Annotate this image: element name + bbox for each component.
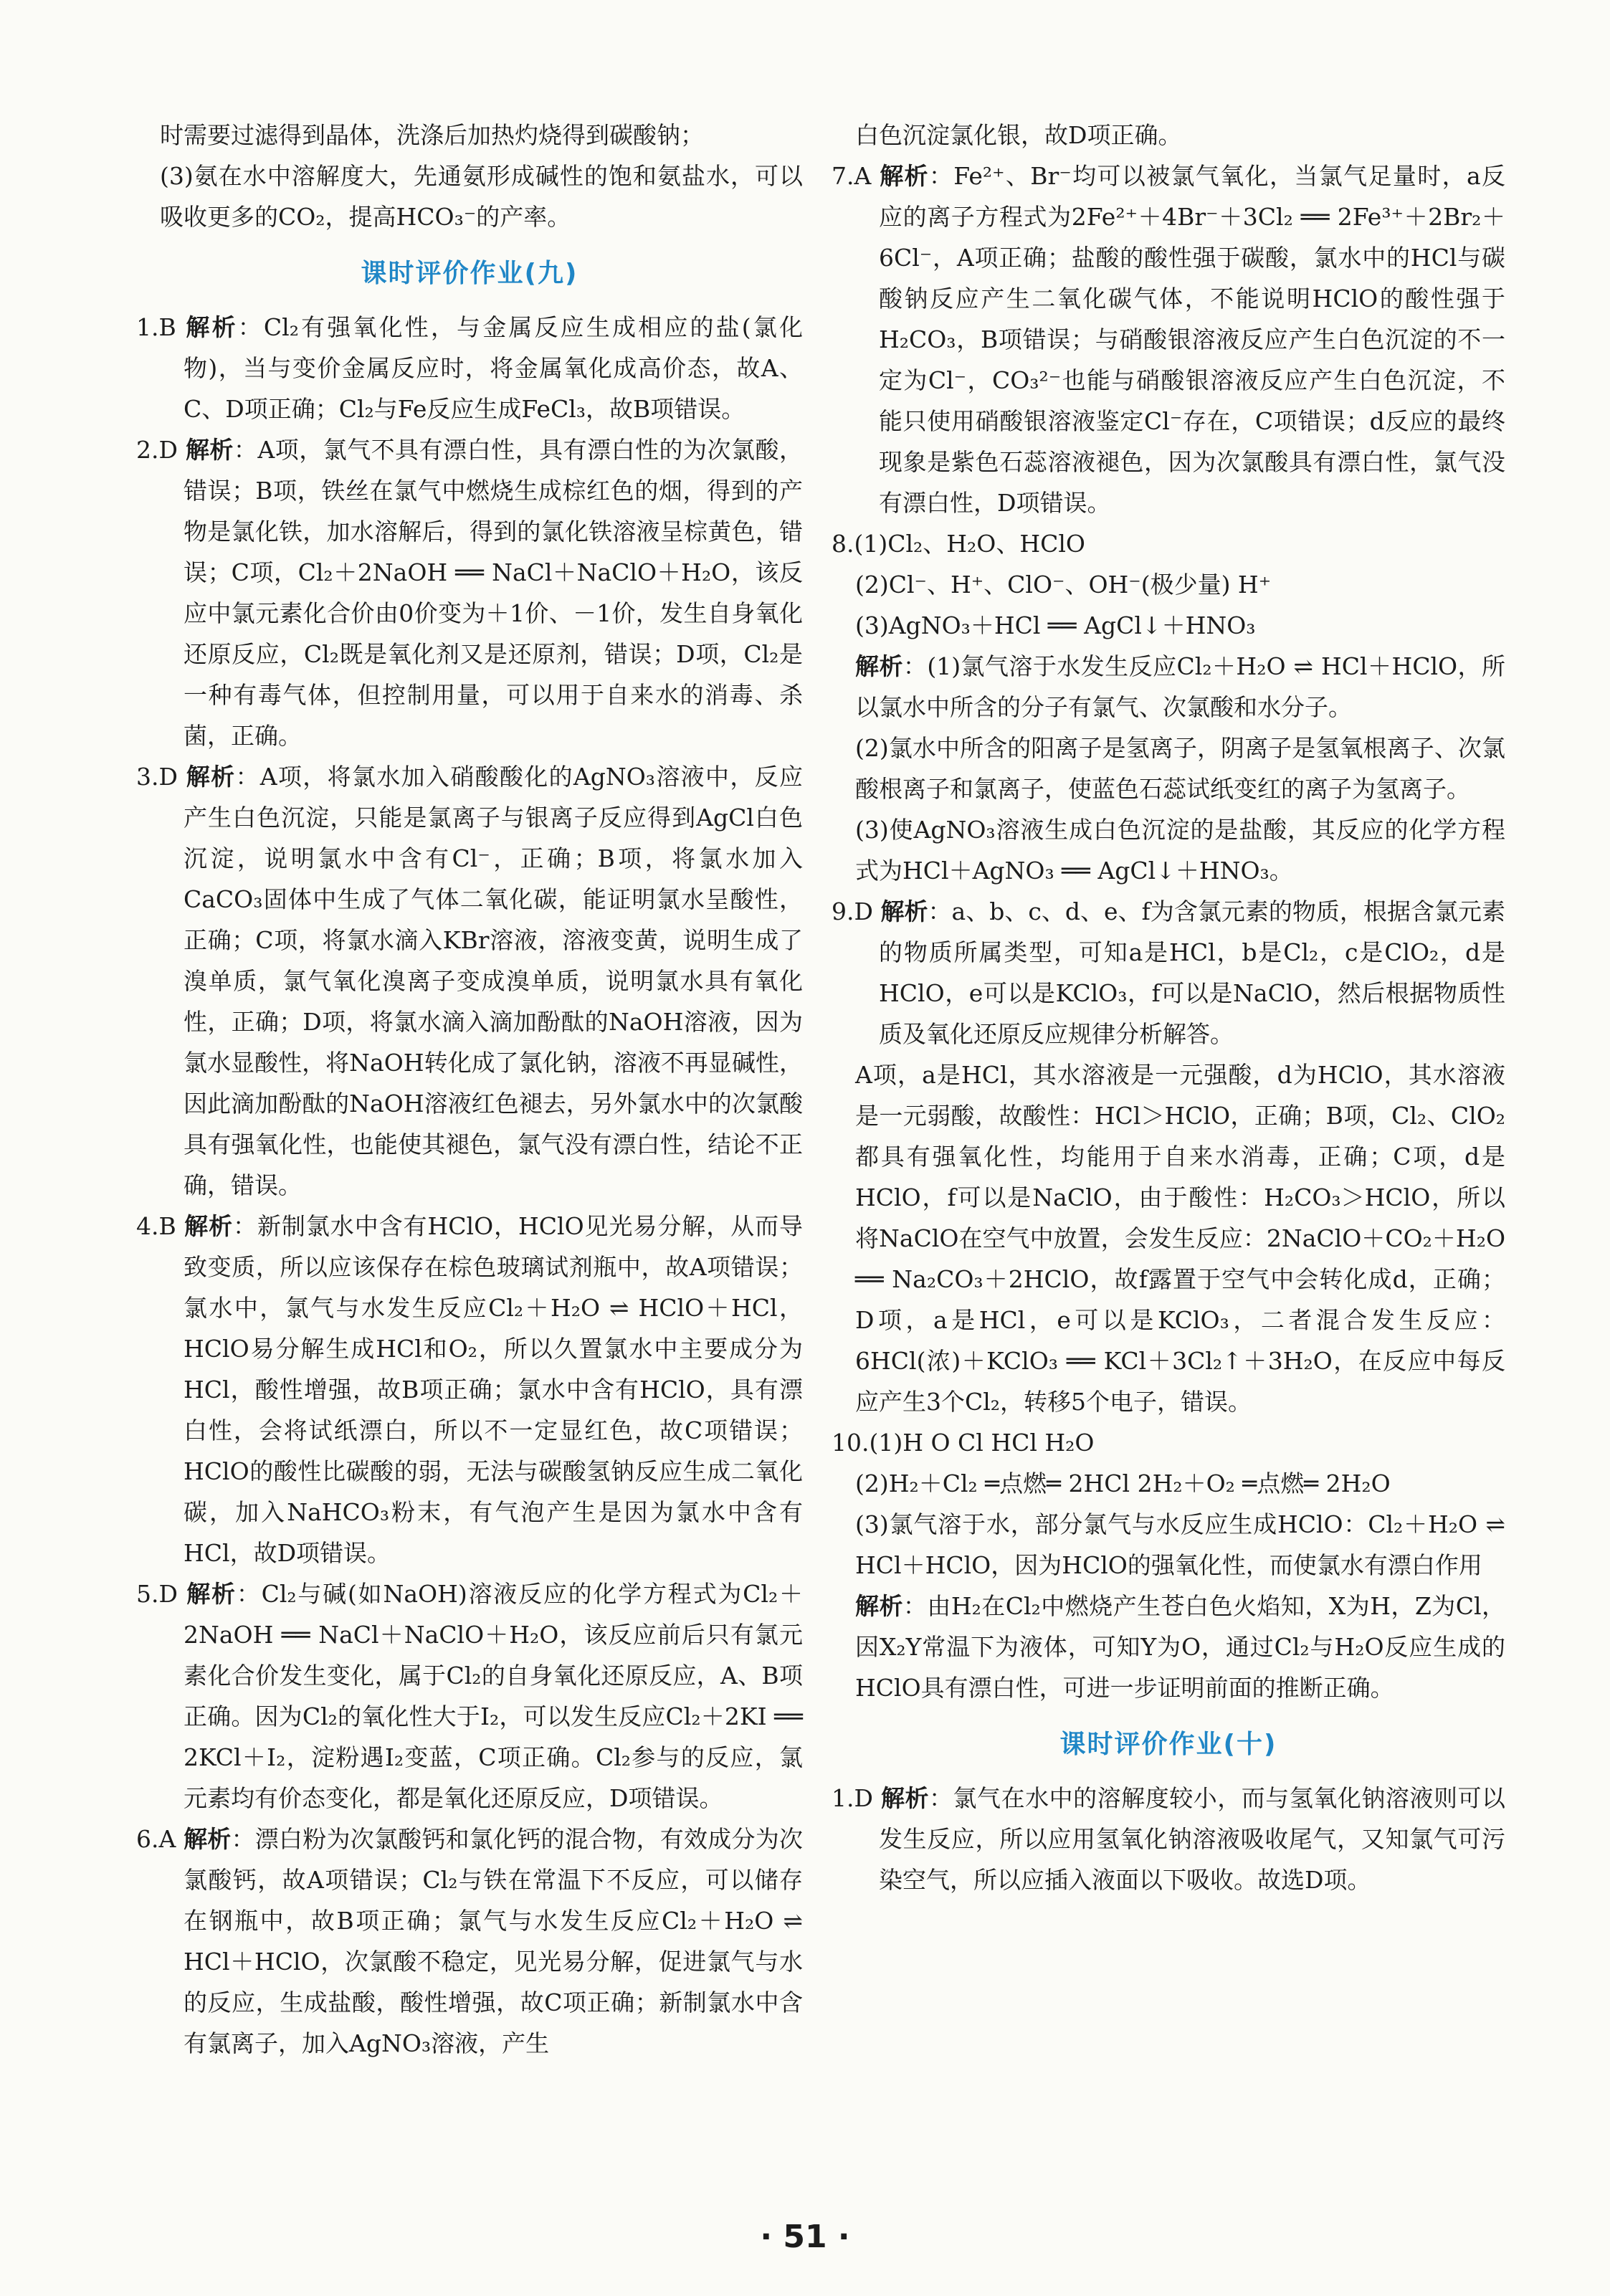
text-paragraph: (2)H₂＋Cl₂ ═点燃═ 2HCl 2H₂＋O₂ ═点燃═ 2H₂O	[855, 1469, 1391, 1497]
left-column	[136, 115, 803, 2064]
analysis-tag: 解析	[185, 436, 234, 464]
analysis-tag: 解析	[880, 1784, 930, 1812]
analysis-tag: 解析	[855, 1592, 903, 1620]
analysis-tag: 解析	[184, 1212, 234, 1240]
analysis-tag: 解析	[880, 897, 928, 925]
section-title: 课时评价作业(九)	[361, 259, 578, 288]
answer-text: ：Fe²⁺、Br⁻均可以被氯气氧化，当氯气足量时，a反应的离子方程式为2Fe²⁺＋4Br⁻＋3Cl₂ ══ 2Fe³⁺＋2Br₂＋6Cl⁻，A项正确；盐酸的酸性强于碳酸，氯水中的HCl与碳酸钠反应产生二氧化碳气体，不能说明HClO的酸性强于H₂CO₃，B项错误；与硝酸银溶液反应产生白色沉淀的不一定为Cl⁻，CO₃²⁻也能与硝酸银溶液反应产生白色沉淀，不能只使用硝酸银溶液鉴定Cl⁻存在，C项错误；d反应的最终现象是紫色石蕊溶液褪色，因为次氯酸具有漂白性，氯气没有漂白性，D项错误。	[879, 162, 1505, 517]
text-paragraph: A项，a是HCl，其水溶液是一元强酸，d为HClO，其水溶液是一元弱酸，故酸性：HCl＞HClO，正确；B项，Cl₂、ClO₂都具有强氧化性，均能用于自来水消毒，正确；C项，d是HClO，f可以是NaClO，由于酸性：H₂CO₃＞HClO，所以将NaClO在空气中放置，会发生反应：2NaClO＋CO₂＋H₂O ══ Na₂CO₃＋2HClO，故f露置于空气中会转化成d，正确；D项，a是HCl，e可以是KClO₃，二者混合发生反应：6HCl(浓)＋KClO₃ ══ KCl＋3Cl₂↑＋3H₂O，在反应中每反应产生3个Cl₂，转移5个电子，错误。	[855, 1061, 1505, 1416]
answer-number: 3.D	[136, 763, 178, 791]
answer-number: 5.D	[136, 1580, 178, 1608]
answer-item	[136, 756, 803, 1206]
answer-item	[832, 156, 1505, 523]
answer-item	[832, 1778, 1505, 1900]
text-paragraph: 时需要过滤得到晶体，洗涤后加热灼烧得到碳酸钠；	[160, 121, 704, 149]
analysis-tag: 解析	[186, 1580, 237, 1608]
text-paragraph: (2)Cl⁻、H⁺、ClO⁻、OH⁻(极少量) H⁺	[855, 571, 1272, 599]
answer-item	[136, 307, 803, 429]
answer-text: ：新制氯水中含有HClO，HClO见光易分解，从而导致变质，所以应该保存在棕色玻璃试剂瓶中，故A项错误；氯水中，氯气与水发生反应Cl₂＋H₂O ⇌ HClO＋HCl，HClO易分解生成HCl和O₂，所以久置氯水中主要成分为HCl，酸性增强，故B项正确；氯水中含有HClO，具有漂白性，会将试纸漂白，所以不一定显红色，故C项错误；HClO的酸性比碳酸的弱，无法与碳酸氢钠反应生成二氧化碳，加入NaHCO₃粉末，有气泡产生是因为氯水中含有HCl，故D项错误。	[184, 1212, 803, 1567]
answer-item	[832, 891, 1505, 1054]
analysis-tag: 解析	[186, 313, 238, 341]
right-column	[832, 115, 1505, 1900]
analysis-text: ：由H₂在Cl₂中燃烧产生苍白色火焰知，X为H，Z为Cl，因X₂Y常温下为液体，可知Y为O，通过Cl₂与H₂O反应生成的HClO具有漂白性，可进一步证明前面的推断正确。	[855, 1592, 1505, 1702]
answer-number: 7.A	[832, 162, 872, 190]
text-paragraph: 8.(1)Cl₂、H₂O、HClO	[832, 530, 1085, 558]
text-paragraph: (2)氯水中所含的阳离子是氢离子，阴离子是氢氧根离子、次氯酸根离子和氯离子，使蓝色石蕊试纸变红的离子为氢离子。	[855, 734, 1505, 803]
answer-text: ：氯气在水中的溶解度较小，而与氢氧化钠溶液则可以发生反应，所以应用氢氧化钠溶液吸收尾气，又知氯气可污染空气，所以应插入液面以下吸收。故选D项。	[879, 1784, 1505, 1894]
text-paragraph: (3)使AgNO₃溶液生成白色沉淀的是盐酸，其反应的化学方程式为HCl＋AgNO₃ ══ AgCl↓＋HNO₃。	[855, 816, 1505, 885]
answer-item	[136, 1206, 803, 1573]
analysis-tag: 解析	[184, 1825, 232, 1853]
text-paragraph: (3)氨在水中溶解度大，先通氨形成碱性的饱和氨盐水，可以吸收更多的CO₂，提高HCO₃⁻的产率。	[160, 162, 803, 231]
analysis-paragraph	[832, 646, 1505, 728]
answer-number: 9.D	[832, 897, 873, 925]
answer-number: 6.A	[136, 1825, 176, 1853]
analysis-paragraph	[832, 1586, 1505, 1708]
answer-number: 2.D	[136, 436, 178, 464]
answer-text: ：Cl₂与碱(如NaOH)溶液反应的化学方程式为Cl₂＋2NaOH ══ NaCl＋NaClO＋H₂O，该反应前后只有氯元素化合价发生变化，属于Cl₂的自身氧化还原反应，A、B项正确。因为Cl₂的氧化性大于I₂，可以发生反应Cl₂＋2KI ══ 2KCl＋I₂，淀粉遇I₂变蓝，C项正确。Cl₂参与的反应，氯元素均有价态变化，都是氧化还原反应，D项错误。	[184, 1580, 803, 1812]
analysis-tag: 解析	[880, 162, 929, 190]
answer-text: ：a、b、c、d、e、f为含氯元素的物质，根据含氯元素的物质所属类型，可知a是HCl，b是Cl₂，c是ClO₂，d是HClO，e可以是KClO₃，f可以是NaClO，然后根据物质性质及氧化还原反应规律分析解答。	[879, 897, 1505, 1048]
answer-item	[136, 429, 803, 756]
answer-number: 1.B	[136, 313, 176, 341]
analysis-tag: 解析	[855, 652, 903, 680]
answer-item	[136, 1819, 803, 2064]
analysis-text: ：(1)氯气溶于水发生反应Cl₂＋H₂O ⇌ HCl＋HClO，所以氯水中所含的分子有氯气、次氯酸和水分子。	[855, 652, 1506, 721]
analysis-tag: 解析	[186, 763, 236, 791]
answer-text: ：A项，氯气不具有漂白性，具有漂白性的为次氯酸，错误；B项，铁丝在氯气中燃烧生成棕红色的烟，得到的产物是氯化铁，加水溶解后，得到的氯化铁溶液呈棕黄色，错误；C项，Cl₂＋2NaOH ══ NaCl＋NaClO＋H₂O，该反应中氯元素化合价由0价变为＋1价、－1价，发生自身氧化还原反应，Cl₂既是氧化剂又是还原剂，错误；D项，Cl₂是一种有毒气体，但控制用量，可以用于自来水的消毒、杀菌，正确。	[184, 436, 803, 750]
answer-number: 1.D	[832, 1784, 873, 1812]
text-paragraph: 10.(1)H O Cl HCl H₂O	[832, 1429, 1095, 1457]
text-paragraph: 白色沉淀氯化银，故D项正确。	[855, 121, 1182, 149]
answer-number: 4.B	[136, 1212, 176, 1240]
text-paragraph: (3)AgNO₃＋HCl ══ AgCl↓＋HNO₃	[855, 611, 1256, 639]
answer-item	[136, 1573, 803, 1819]
answer-text: ：漂白粉为次氯酸钙和氯化钙的混合物，有效成分为次氯酸钙，故A项错误；Cl₂与铁在常温下不反应，可以储存在钢瓶中，故B项正确；氯气与水发生反应Cl₂＋H₂O ⇌ HCl＋HClO，次氯酸不稳定，见光易分解，促进氯气与水的反应，生成盐酸，酸性增强，故C项正确；新制氯水中含有氯离子，加入AgNO₃溶液，产生	[184, 1825, 804, 2057]
answer-text: ：A项，将氯水加入硝酸酸化的AgNO₃溶液中，反应产生白色沉淀，只能是氯离子与银离子反应得到AgCl白色沉淀，说明氯水中含有Cl⁻，正确；B项，将氯水加入CaCO₃固体中生成了气体二氧化碳，能证明氯水呈酸性，正确；C项，将氯水滴入KBr溶液，溶液变黄，说明生成了溴单质，氯气氧化溴离子变成溴单质，说明氯水具有氧化性，正确；D项，将氯水滴入滴加酚酞的NaOH溶液，因为氯水显酸性，将NaOH转化成了氯化钠，溶液不再显碱性，因此滴加酚酞的NaOH溶液红色褪去，另外氯水中的次氯酸具有强氧化性，也能使其褪色，氯气没有漂白性，结论不正确，错误。	[184, 763, 804, 1199]
text-paragraph: (3)氯气溶于水，部分氯气与水反应生成HClO：Cl₂＋H₂O ⇌ HCl＋HClO，因为HClO的强氧化性，而使氯水有漂白作用	[855, 1510, 1505, 1579]
section-title: 课时评价作业(十)	[1059, 1730, 1277, 1759]
answer-text: ：Cl₂有强氧化性，与金属反应生成相应的盐(氯化物)，当与变价金属反应时，将金属氧化成高价态，故A、C、D项正确；Cl₂与Fe反应生成FeCl₃，故B项错误。	[184, 313, 803, 423]
page-number: · 51 ·	[760, 2219, 850, 2255]
